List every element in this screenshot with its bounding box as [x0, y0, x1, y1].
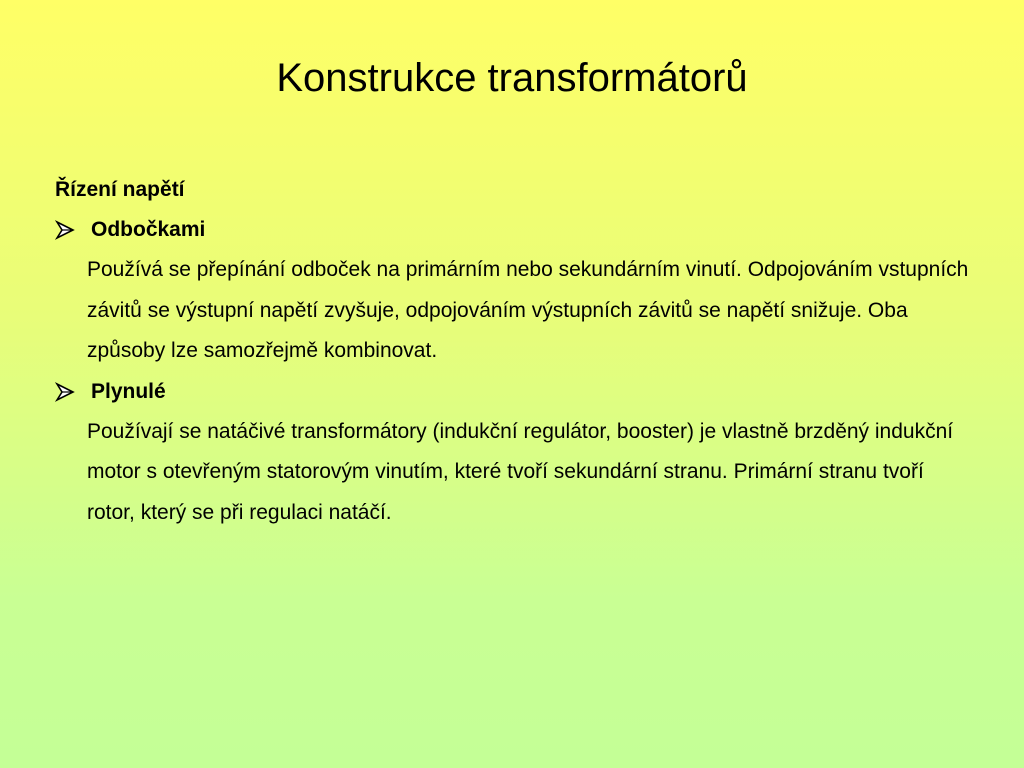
slide-title: Konstrukce transformátorů: [276, 56, 748, 100]
bullet-text: Používá se přepínání odboček na primárním nebo sekundárním vinutí. Odpojováním vstupních závitů se výstupní napětí zvyšuje, odpojováním výstupních závitů se napětí snižuje. Oba způsoby lze samozřejmě kombinovat.: [87, 258, 969, 362]
section-heading: Řízení napětí: [55, 178, 185, 201]
bullet-head: [55, 210, 975, 250]
bullet-text: Používají se natáčivé transformátory (indukční regulátor, booster) je vlastně brzděný indukční motor s otevřeným statorovým vinutím, které tvoří sekundární stranu. Primární stranu tvoří rotor, který se při regulaci natáčí.: [87, 419, 954, 524]
bullet-label: Odbočkami: [91, 218, 206, 241]
bullet-head: [55, 372, 975, 412]
slide-content: [55, 170, 975, 533]
bullet-item-plynule: [55, 372, 975, 534]
arrow-bullet-icon: [55, 220, 77, 240]
bullet-label: Plynulé: [91, 379, 166, 403]
arrow-bullet-icon: [55, 382, 77, 402]
bullet-item-odbockami: [55, 210, 975, 372]
